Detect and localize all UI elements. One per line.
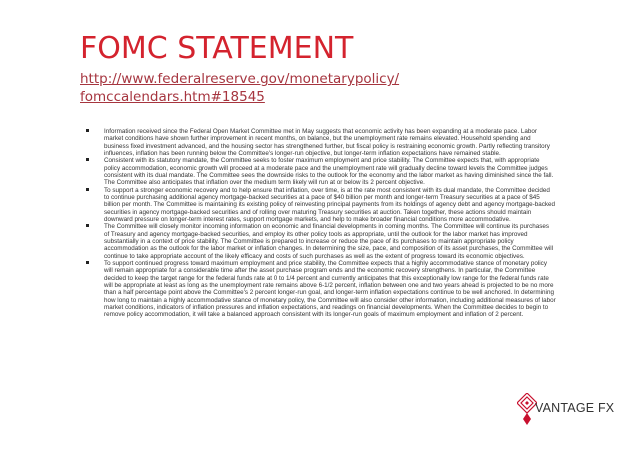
- vantage-fx-logo-text: VANTAGE FX: [535, 401, 615, 415]
- bullet-item: [86, 187, 556, 223]
- bullet-marker-icon: [86, 224, 89, 227]
- statement-link-line-1[interactable]: http://www.federalreserve.gov/monetarypolicy/: [80, 71, 400, 87]
- bullet-marker-icon: [86, 261, 89, 264]
- bullet-text: To support continued progress toward maximum employment and price stability, the Committee expects that a highly accommodative stance of monetary policy will remain appropriate for a considerable time after the asset purchase program ends and the economic recovery strengthens. In particular, the Committee decided to keep the target range for the federal funds rate at 0 to 1/4 percent and currently anticipates that this exceptionally low range for the federal funds rate will be appropriate at least as long as the unemployment rate remains above 6-1/2 percent, inflation between one and two years ahead is projected to be no more than a half percentage point above the Committee's 2 percent longer-run goal, and longer-term inflation expectations continue to be well anchored. In determining how long to maintain a highly accommodative stance of monetary policy, the Committee will also consider other information, including additional measures of labor market conditions, indicators of inflation pressures and inflation expectations, and readings on financial developments. When the Committee decides to begin to remove policy accommodation, it will take a balanced approach consistent with its longer-run goals of maximum employment and inflation of 2 percent.: [104, 260, 556, 319]
- bullet-text: The Committee will closely monitor incoming information on economic and financial developments in coming months. The Committee will continue its purchases of Treasury and agency mortgage-backed securities, and employ its other policy tools as appropriate, until the outlook for the labor market has improved substantially in a context of price stability. The Committee is prepared to increase or reduce the pace of its purchases to maintain appropriate policy accommodation as the outlook for the labor market or inflation changes. In determining the size, pace, and composition of its asset purchases, the Committee will continue to take appropriate account of the likely efficacy and costs of such purchases as well as the extent of progress toward its economic objectives.: [104, 223, 554, 260]
- bullet-text: Information received since the Federal Open Market Committee met in May suggests that economic activity has been expanding at a moderate pace. Labor market conditions have shown further improvement in recent months, on balance, but the unemployment rate remains elevated. Household spending and business fixed investment advanced, and the housing sector has strengthened further, but fiscal policy is restraining economic growth. Partly reflecting transitory influences, inflation has been running below the Committee's longer-run objective, but longer-term inflation expectations have remained stable.: [104, 128, 550, 157]
- bullet-item: [86, 260, 556, 318]
- bullet-item: [86, 223, 556, 259]
- bullet-text: To support a stronger economic recovery and to help ensure that inflation, over time, is at the rate most consistent with its dual mandate, the Committee decided to continue purchasing additional agency mortgage-backed securities at a pace of $40 billion per month and longer-term Treasury securities at a pace of $45 billion per month. The Committee is maintaining its existing policy of reinvesting principal payments from its holdings of agency debt and agency mortgage-backed securities in agency mortgage-backed securities and of rolling over maturing Treasury securities at auction. Taken together, these actions should maintain downward pressure on longer-term interest rates, support mortgage markets, and help to make broader financial conditions more accommodative.: [104, 186, 556, 223]
- bullet-item: [86, 157, 556, 186]
- slide-title: FOMC STATEMENT: [80, 31, 354, 66]
- bullet-item: [86, 128, 556, 157]
- bullet-marker-icon: [86, 129, 89, 132]
- bullet-marker-icon: [86, 158, 89, 161]
- statement-link-line-2[interactable]: fomccalendars.htm#18545: [80, 89, 265, 105]
- statement-link[interactable]: [80, 70, 600, 106]
- vantage-fx-logo-icon: [517, 393, 537, 425]
- statement-bullet-list: [86, 128, 556, 319]
- bullet-text: Consistent with its statutory mandate, the Committee seeks to foster maximum employment and price stability. The Committee expects that, with appropriate policy accommodation, economic growth will proceed at a moderate pace and the unemployment rate will gradually decline toward levels the Committee judges consistent with its dual mandate. The Committee sees the downside risks to the outlook for the economy and the labor market as having diminished since the fall. The Committee also anticipates that inflation over the medium term likely will run at or below its 2 percent objective.: [104, 157, 554, 187]
- bullet-marker-icon: [86, 188, 89, 191]
